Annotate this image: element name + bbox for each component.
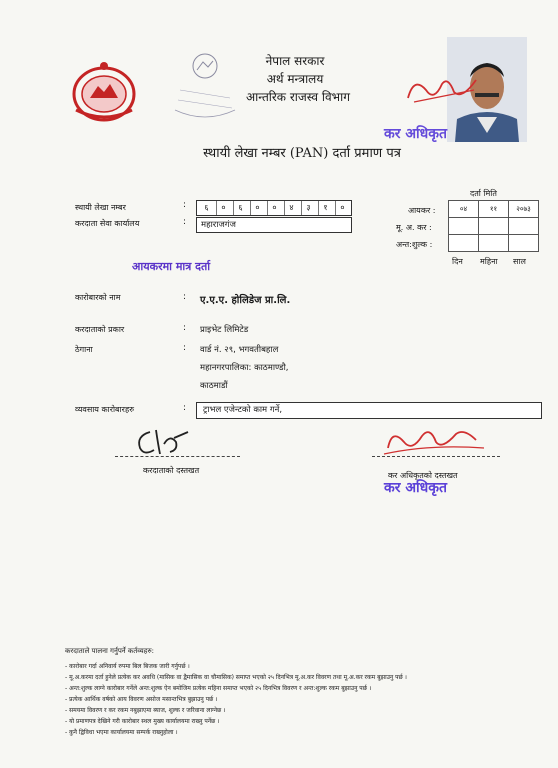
pan-label: स्थायी लेखा नम्बर: [75, 203, 126, 212]
col-label-day: दिन: [452, 257, 463, 266]
pan-digit: ०: [248, 201, 268, 215]
note-item: - कारोबार गर्दा अनिवार्य रुपमा बिल बिजक जारी गर्नुपर्छ ।: [65, 663, 190, 670]
table-row: [449, 235, 539, 252]
pan-digit: ४: [282, 201, 302, 215]
pan-digit: ६: [197, 201, 217, 215]
registration-date-table: [448, 200, 539, 252]
address-line1: वार्ड नं. २९, भगवतीबहाल: [200, 345, 279, 355]
taxpayer-signature-icon: [130, 424, 200, 460]
income-tax-only-heading: आयकरमा मात्र दर्ता: [132, 260, 211, 273]
reg-label-vat: मू. अ. कर :: [396, 223, 432, 232]
pan-digit: ०: [265, 201, 285, 215]
address-line3: काठमाडौं: [200, 381, 228, 391]
photo-signature-icon: [404, 70, 484, 110]
department-name: आन्तरिक राजस्व विभाग: [245, 90, 350, 104]
office-value: महाराजगंज: [196, 217, 352, 233]
taxpayer-type-label: करदाताको प्रकार: [75, 325, 125, 334]
taxpayer-signature-label: करदाताको दस्तखत: [143, 466, 200, 475]
reg-day: [449, 218, 479, 235]
pan-colon: :: [183, 200, 187, 210]
registration-date-title: दर्ता मिति: [470, 189, 497, 198]
note-item: - यो प्रमाणपत्र देखिने गरी कारोबार स्थल मुख्य कार्यालयमा राख्नु पर्नेछ ।: [65, 718, 220, 725]
pan-digit: ६: [231, 201, 251, 215]
government-name: नेपाल सरकार: [265, 54, 325, 68]
reg-year: [509, 218, 539, 235]
officer-stamp: कर अधिकृत: [384, 480, 448, 496]
table-row: [449, 201, 539, 218]
reg-month: [479, 218, 509, 235]
taxpayer-type-value: प्राइभेट लिमिटेड: [200, 325, 249, 335]
business-name-label: कारोबारको नाम: [75, 293, 121, 302]
officer-signature-line: [372, 456, 500, 457]
note-item: - समयमा विवरण र कर रकम नबुझाएमा ब्याज, शुल्क र जरिवाना लाग्नेछ ।: [65, 707, 226, 714]
page-title: स्थायी लेखा नम्बर (PAN) दर्ता प्रमाण पत्र: [203, 146, 401, 161]
nepal-emblem-icon: [62, 58, 146, 126]
address-label: ठेगाना: [75, 345, 93, 354]
business-name-value: ए.ए.ए. होलिडेज प्रा.लि.: [200, 295, 291, 306]
note-item: - अन्त:शुल्क लाग्ने कारोबार गर्नेले अन्त:शुल्क ऐन बमोजिम प्रत्येक महिना समाप्त भएको २५ दिनभित्र विवरण र अन्त:शुल्क रकम बुझाउनु पर्छ ।: [65, 685, 372, 692]
pan-number-box: [196, 200, 352, 216]
pan-digit: ०: [340, 203, 345, 212]
office-label: करदाता सेवा कार्यालय: [75, 219, 140, 228]
reg-year: [509, 235, 539, 252]
reg-month: [479, 235, 509, 252]
col-label-year: साल: [513, 257, 526, 266]
address-line2: महानगरपालिका: काठमाण्डौ,: [200, 363, 289, 373]
pan-digit: ०: [214, 201, 234, 215]
pan-digit: १: [316, 201, 336, 215]
business-activity-value: ट्राभल एजेन्टको काम गर्ने,: [196, 402, 542, 419]
reg-day: ०४: [449, 201, 479, 218]
note-item: - मू.अ.करमा दर्ता हुनेले प्रत्येक कर अवधि (मासिक वा द्वैमासिक वा चौमासिक) समाप्त भएको २५ दिनभित्र मू.अ.कर विवरण तथा मू.अ.कर रकम बुझाउनु पर्छ ।: [65, 674, 407, 681]
note-item: - प्रत्येक आर्थिक वर्षको आय विवरण असोज मसान्तभित्र बुझाउनु पर्छ ।: [65, 696, 218, 703]
col-label-month: महिना: [480, 257, 498, 266]
photo-stamp: कर अधिकृत: [384, 126, 448, 142]
officer-signature-label: कर अधिकृतको दस्तखत: [388, 471, 458, 480]
ministry-name: अर्थ मन्त्रालय: [266, 72, 324, 86]
office-colon: :: [183, 217, 187, 227]
table-row: [449, 218, 539, 235]
taxpayer-signature-line: [115, 456, 240, 457]
reg-year: २०७३: [509, 201, 539, 218]
office-seal-icon: [170, 50, 240, 122]
reg-label-income: आयकर :: [408, 206, 436, 215]
reg-label-excise: अन्त:शुल्क :: [396, 240, 433, 249]
note-item: - कुनै द्विविधा भएमा कार्यालयमा सम्पर्क राख्नुहोला ।: [65, 729, 178, 736]
business-activity-label: व्यवसाय कारोबारहरु: [75, 405, 134, 414]
taxpayer-type-colon: :: [183, 323, 187, 333]
business-name-colon: :: [183, 292, 187, 302]
address-colon: :: [183, 343, 187, 353]
reg-month: ११: [479, 201, 509, 218]
pan-digit: ३: [299, 201, 319, 215]
business-activity-colon: :: [183, 403, 187, 413]
notes-heading: करदाताले पालना गर्नुपर्ने कर्तव्यहरु:: [65, 647, 154, 655]
reg-day: [449, 235, 479, 252]
